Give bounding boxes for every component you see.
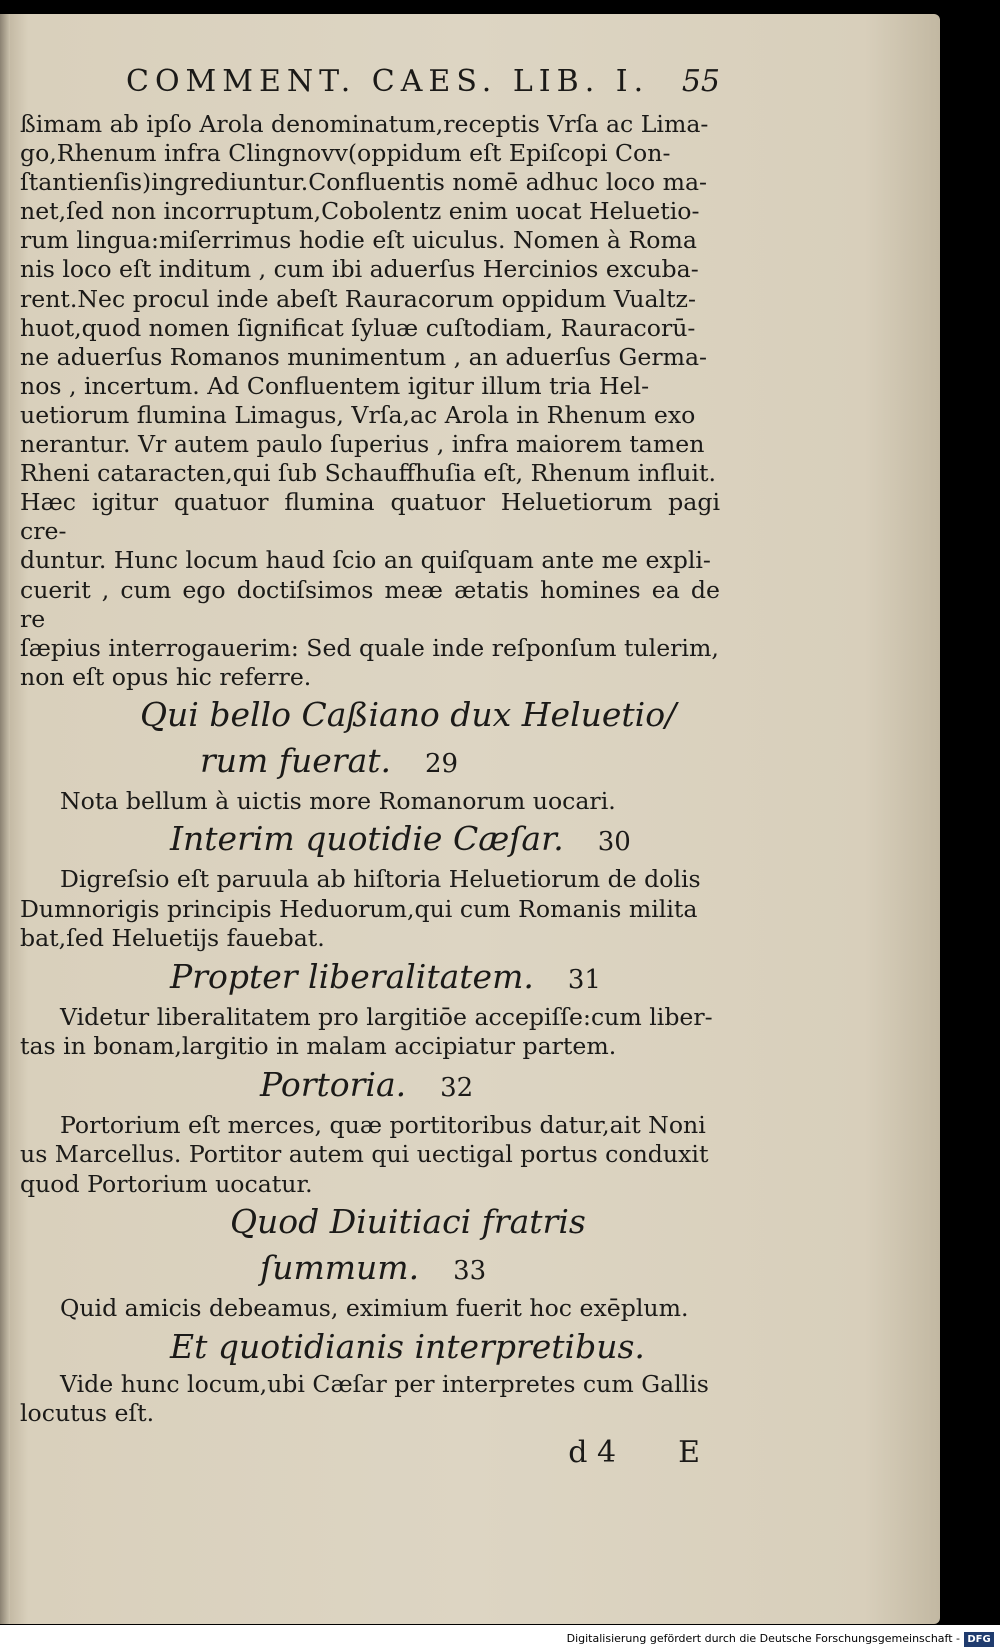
folio-number: 55 xyxy=(681,64,720,99)
lemma-text: ſummum. xyxy=(260,1248,420,1288)
lemma-number: 32 xyxy=(440,1072,474,1103)
running-header xyxy=(20,64,720,110)
lemma-text: Propter liberalitatem. xyxy=(170,956,534,996)
viewer-footer xyxy=(0,1625,1000,1652)
page-catchline xyxy=(20,1435,720,1470)
lemma-text: Interim quotidie Cæſar. xyxy=(170,819,564,859)
signature-mark: d 4 xyxy=(568,1434,617,1470)
lemma-number: 29 xyxy=(425,748,459,779)
lemma-heading xyxy=(20,816,720,865)
note-text: Vide hunc locum,ubi Cæſar per interpretes cum Gallis locutus eſt. xyxy=(20,1369,709,1428)
page-text xyxy=(20,64,720,1470)
running-title: COMMENT. CAES. LIB. I. xyxy=(126,64,650,99)
lemma-heading xyxy=(20,1199,720,1245)
commentary-paragraph: ßimam ab ipſo Arola denominatum,receptis Vrſa ac Lima- go,Rhenum infra Clingnovv(oppidum eſt Epiſcopi Con- ſtantienſis)ingrediuntur.Confluentis nomē adhuc loco ma- net,ſed non incorruptum,Cobolentz enim uocat Heluetio- rum lingua:miſerrimus hodie eſt uiculus. Nomen à Roma nis loco eſt inditum , cum ibi aduerſus Hercinios excuba- rent.Nec procul inde abeſt Rauracorum oppidum Vualtz- huot,quod nomen ſignificat ſyluæ cuſtodiam, Rauracorū- ne aduerſus Romanos munimentum , an aduerſus Germa- nos , incertum. Ad Confluentem igitur illum tria Hel- uetiorum flumina Limagus, Vrſa,ac Arola in Rhenum exo nerantur. Vr autem paulo ſuperius , infra maiorem tamen Rheni cataracten,qui ſub Schauffhuſia eſt, Rhenum influit. Hæc igitur quatuor flumina quatuor Heluetiorum pagi cre- duntur. Hunc locum haud ſcio an quiſquam ante me expli- cuerit , cum ego doctiſsimos meæ ætatis homines ea de re ſæpius interrogauerim: Sed quale inde reſponſum tulerim, non eſt opus hic referre. xyxy=(20,110,720,691)
catchword: E xyxy=(678,1434,700,1470)
lemma-text: Et quotidianis interpretibus. xyxy=(170,1326,645,1366)
funding-credit: Digitalisierung gefördert durch die Deutsche Forschungsgemeinschaft - xyxy=(566,1632,960,1645)
lemma-number: 30 xyxy=(597,827,631,858)
lemma-heading xyxy=(20,692,720,738)
book-page xyxy=(0,14,940,1624)
dfg-logo[interactable]: DFG xyxy=(964,1632,994,1647)
note-text: Quid amicis debeamus, eximium fuerit hoc exēplum. xyxy=(60,1294,689,1323)
lemma-heading xyxy=(20,1324,720,1370)
lemma-text: Qui bello Caßiano dux Heluetio/ xyxy=(140,694,677,734)
lemma-heading xyxy=(20,954,720,1003)
page-gutter xyxy=(0,14,10,1624)
note-text: Videtur liberalitatem pro largitiōe accepiſſe:cum liber- tas in bonam,largitio in malam accipiatur partem. xyxy=(20,1002,713,1061)
lemma-heading xyxy=(20,1062,720,1111)
lemma-text: Portoria. xyxy=(260,1064,407,1104)
note-text: Nota bellum à uictis more Romanorum uocari. xyxy=(60,786,616,815)
lemma-heading xyxy=(20,1245,720,1294)
lemma-text: rum fuerat. xyxy=(200,740,392,780)
note-text: Digreſsio eſt paruula ab hiſtoria Heluetiorum de dolis Dumnorigis principis Heduorum,qui cum Romanis milita bat,ſed Heluetijs fauebat. xyxy=(20,865,701,953)
lemma-number: 33 xyxy=(453,1256,487,1287)
note-text: Portorium eſt merces, quæ portitoribus datur,ait Noni us Marcellus. Portitor autem qui uectigal portus conduxit quod Portorium uocatur. xyxy=(20,1110,709,1198)
lemma-text: Quod Diuitiaci fratris xyxy=(230,1202,586,1242)
lemma-heading xyxy=(20,738,720,787)
lemma-number: 31 xyxy=(567,964,601,995)
